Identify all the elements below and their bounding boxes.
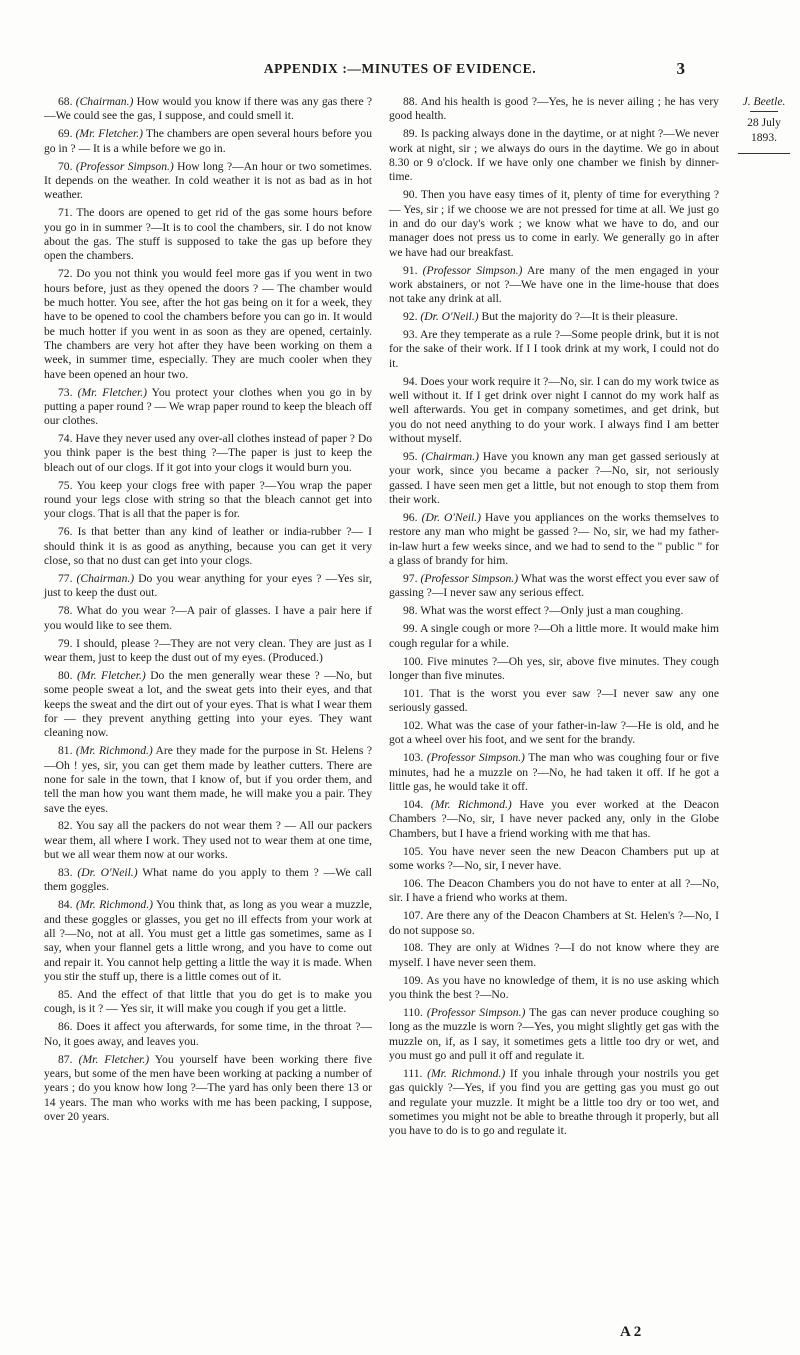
question-paragraph xyxy=(44,604,372,633)
question-number: 97. xyxy=(403,572,418,585)
question-number: 92. xyxy=(403,310,418,324)
question-text: But the majority do ?—It is their pleasure. xyxy=(481,310,678,324)
speaker-label: (Chairman.) xyxy=(75,95,134,108)
question-text: You protect your clothes when you go in by putting a paper round ? — We wrap paper round to keep the bleach off our clothes. xyxy=(44,385,372,428)
question-number: 93. xyxy=(403,328,418,342)
question-text: As you have no knowledge of them, it is no use asking which you think the best ?—No. xyxy=(389,973,719,1002)
page-header xyxy=(0,61,800,83)
question-number: 88. xyxy=(403,95,418,108)
question-paragraph xyxy=(44,386,372,429)
signature-mark: A 2 xyxy=(620,1324,642,1340)
question-number: 83. xyxy=(58,866,73,880)
question-text: Are they temperate as a rule ?—Some people drink, but it is not for the sake of their work. If I I took drink at my work, I could not do it. xyxy=(389,328,719,370)
question-paragraph xyxy=(389,622,719,651)
question-number: 82. xyxy=(58,819,73,833)
question-number: 105. xyxy=(403,844,424,858)
question-paragraph xyxy=(389,877,719,906)
question-paragraph xyxy=(389,188,719,260)
speaker-label: (Mr. Richmond.) xyxy=(430,797,512,811)
page-number: 3 xyxy=(676,59,685,78)
question-paragraph xyxy=(44,819,372,862)
question-number: 108. xyxy=(403,941,424,955)
question-number: 110. xyxy=(403,1006,423,1019)
question-number: 98. xyxy=(403,604,418,618)
question-number: 76. xyxy=(58,525,73,539)
question-paragraph xyxy=(44,160,372,203)
question-text: Five minutes ?—Oh yes, sir, above five minutes. They cough longer than five minutes. xyxy=(389,654,719,682)
question-paragraph xyxy=(44,1020,372,1049)
question-paragraph xyxy=(389,604,719,618)
question-text: What name do you apply to them ? —We call them goggles. xyxy=(44,866,372,894)
speaker-label: (Professor Simpson.) xyxy=(75,159,174,173)
question-text: What do you wear ?—A pair of glasses. I have a pair here if you would like to see them. xyxy=(44,604,372,632)
question-number: 94. xyxy=(403,374,418,388)
question-text: The Deacon Chambers you do not have to enter at all ?—No, sir. I have a friend who works at them. xyxy=(389,876,719,905)
question-text: Are there any of the Deacon Chambers at St. Helen's ?—No, I do not suppose so. xyxy=(389,909,719,937)
question-text: You think that, as long as you wear a muzzle, and these goggles or glasses, you get no ill effects from your work at all ?—No, not at all. You must get a little gas sometimes, same as I say, when your flannel gets a little wrong, and you have to come out and repair it. You cannot help getting a little the way it is made. When you stir the stuff up, there is a little comes out of it. xyxy=(44,898,373,984)
question-text: A single cough or more ?—Oh a little more. It would make him cough regular for a while. xyxy=(389,622,719,650)
running-title: APPENDIX :—MINUTES OF EVIDENCE. xyxy=(263,61,537,76)
question-number: 103. xyxy=(403,751,424,765)
question-paragraph xyxy=(44,479,372,522)
margin-note xyxy=(733,95,795,154)
question-paragraph xyxy=(44,988,372,1017)
question-paragraph xyxy=(389,511,719,568)
question-paragraph xyxy=(389,941,719,970)
question-number: 72. xyxy=(58,267,73,281)
speaker-label: (Dr. O'Neil.) xyxy=(420,310,479,324)
question-paragraph xyxy=(389,974,719,1003)
question-number: 78. xyxy=(58,604,73,618)
speaker-label: (Mr. Richmond.) xyxy=(75,744,153,758)
question-number: 91. xyxy=(403,263,418,277)
question-text: How would you know if there was any gas there ?—We could see the gas, I suppose, and could smell it. xyxy=(44,95,372,123)
question-paragraph xyxy=(44,744,372,816)
question-text: Have you known any man get gassed seriously at your work, since you became a packer ?—No, sir, not seriously gassed. I have seen men get a little, but not enough to stop them from their work. xyxy=(389,450,719,507)
question-paragraph xyxy=(389,264,719,307)
question-paragraph xyxy=(389,909,719,938)
speaker-label: (Chairman.) xyxy=(76,572,135,585)
question-paragraph xyxy=(389,1006,719,1063)
speaker-label: (Dr. O'Neil.) xyxy=(421,511,481,525)
question-number: 74. xyxy=(58,432,73,446)
question-paragraph xyxy=(389,375,719,447)
left-column xyxy=(44,95,372,1128)
question-number: 96. xyxy=(403,511,418,525)
question-paragraph xyxy=(44,95,372,124)
speaker-label: (Mr. Fletcher.) xyxy=(78,1052,150,1066)
question-text: The man who was coughing four or five minutes, had he a muzzle on ?—No, he had taken it off. If he got a little gas, he would take it off. xyxy=(389,751,719,794)
speaker-label: (Professor Simpson.) xyxy=(426,1006,526,1019)
question-text: What was the case of your father-in-law ?—He is old, and he got a wheel over his foot, and we sent for the brandy. xyxy=(389,719,719,747)
question-paragraph xyxy=(44,267,372,382)
question-text: That is the worst you ever saw ?—I never saw any one seriously gassed. xyxy=(389,686,720,715)
question-paragraph xyxy=(389,798,719,841)
speaker-label: (Mr. Richmond.) xyxy=(76,898,153,912)
question-paragraph xyxy=(389,719,719,748)
question-text: You have never seen the new Deacon Chambers put up at some works ?—No, sir, I never have. xyxy=(389,844,719,872)
question-paragraph xyxy=(389,310,719,324)
question-number: 85. xyxy=(58,988,73,1002)
speaker-label: (Professor Simpson.) xyxy=(426,751,525,765)
question-number: 69. xyxy=(58,127,73,141)
question-paragraph xyxy=(389,655,719,684)
speaker-label: (Mr. Fletcher.) xyxy=(76,668,146,682)
question-paragraph xyxy=(389,127,719,184)
speaker-label: (Mr. Fletcher.) xyxy=(77,385,148,399)
margin-rule xyxy=(750,111,778,112)
question-paragraph xyxy=(44,127,372,156)
question-number: 81. xyxy=(58,744,73,758)
question-text: Does it affect you afterwards, for some time, in the throat ?—No, it goes away, and leaves you. xyxy=(44,1020,372,1048)
speaker-label: (Mr. Richmond.) xyxy=(427,1066,506,1080)
question-paragraph xyxy=(44,637,372,666)
question-text: And his health is good ?—Yes, he is never ailing ; he has very good health. xyxy=(389,95,719,123)
question-number: 111. xyxy=(403,1066,423,1080)
question-number: 106. xyxy=(403,876,424,890)
question-text: You yourself have been working there five years, but some of the men have been working at packing a number of years ; do you know how long ?—The yard has only been there 13 or 14 years. The man who works with me has been packing, I suppose, over 20 years. xyxy=(44,1052,372,1123)
question-text: Do you not think you would feel more gas if you went in two hours before, just as they opened the doors ? — The chamber would be much hotter. You see, after the hot gas being on it for a week, they have to be opened to cool the chambers before you can go in. It would be much hotter if you went in as soon as they are opened, certainly. The chambers are very hot after they have been working on them a week, in summer time, especially. They are much cooler when they have been opened an hour two. xyxy=(44,267,372,381)
question-text: The gas can never produce coughing so long as the muzzle is worn ?—Yes, you might slightly get gas with the muzzle on, if, as I say, it sometimes gets a little too dry or wet, and you must go and pull it off and regulate it. xyxy=(389,1006,719,1063)
question-paragraph xyxy=(44,669,372,741)
question-number: 95. xyxy=(403,450,418,464)
speaker-label: (Dr. O'Neil.) xyxy=(77,866,138,880)
question-text: What was the worst effect ?—Only just a man coughing. xyxy=(420,604,684,618)
question-paragraph xyxy=(389,1067,719,1139)
margin-rule xyxy=(738,153,790,154)
question-paragraph xyxy=(389,687,719,716)
question-text: The chambers are open several hours before you go in ? — It is a while before we go in. xyxy=(44,127,372,155)
question-number: 86. xyxy=(58,1020,73,1034)
witness-name: J. Beetle. xyxy=(742,95,786,108)
question-text: Are many of the men engaged in your work abstainers, or not ?—We have one in the lime-house that does not take any drink at all. xyxy=(389,263,719,306)
question-number: 101. xyxy=(403,686,424,700)
question-number: 102. xyxy=(403,719,424,733)
question-paragraph xyxy=(44,866,372,895)
question-paragraph xyxy=(389,572,719,601)
question-number: 104. xyxy=(403,797,424,811)
question-paragraph xyxy=(389,845,719,874)
question-text: Do you wear anything for your eyes ? —Yes sir, just to keep the dust out. xyxy=(44,572,372,600)
question-paragraph xyxy=(44,525,372,568)
question-text: Is that better than any kind of leather or india-rubber ?— I should think it is as good as anything, because you can get it very close, so that no dust can get into your clogs. xyxy=(44,525,372,568)
question-number: 107. xyxy=(403,909,424,923)
question-text: Are they made for the purpose in St. Helens ?—Oh ! yes, sir, you can get them made by leather cutters. There are none for sale in the town, that I know of, but if you order them, and tell the man how you want them made, he will make you a pair. They save the eyes. xyxy=(44,744,372,815)
question-number: 100. xyxy=(403,654,424,668)
question-paragraph xyxy=(389,751,719,794)
question-text: Do the men generally wear these ? —No, but some people sweat a lot, and the sweat gets into their eyes, and that keeps the sweat and the dirt out of your eyes. That is what I wear them for — they prevent anything getting into your eyes. They want cleaning now. xyxy=(44,668,372,740)
question-text: Then you have easy times of it, plenty of time for everything ? — Yes, sir ; if we choose we are not pressed for time at all. We just go in and do our day's work ; we know what we have to do, and our manager does not press us to come in early. We generally go in after we have had our breakfast. xyxy=(389,188,719,259)
question-text: You keep your clogs free with paper ?—You wrap the paper round your legs close with string so that the bleach cannot get into your clogs. That is all that the paper is for. xyxy=(44,478,373,521)
question-text: Have you appliances on the works themselves to restore any man who might be gassed ?— No, sir, we had my father-in-law hurt a few weeks since, and we had to send to the " public " for a glass of brandy for him. xyxy=(389,511,719,568)
question-text: Have they never used any over-all clothes instead of paper ? Do you think paper is the best thing ?—The paper is just to keep the bleach out of our clogs. If it got into your clogs it would burn you. xyxy=(44,432,372,474)
speaker-label: (Mr. Fletcher.) xyxy=(75,127,144,141)
question-number: 89. xyxy=(403,127,418,141)
question-paragraph xyxy=(44,432,372,475)
question-text: And the effect of that little that you do get is to make you cough, is it ? — Yes sir, it will make you cough if you get a little. xyxy=(44,988,373,1016)
question-text: What was the worst effect you ever saw of gassing ?—I never saw any serious effect. xyxy=(389,572,719,600)
question-number: 80. xyxy=(58,668,73,682)
question-paragraph xyxy=(389,450,719,507)
question-text: Is packing always done in the daytime, or at night ?—We never work at night, sir ; we always do ours in the daytime. We go in about 8.30 or 9 o'clock. If we have only one chamber we finish by dinner-time. xyxy=(389,127,719,184)
question-number: 79. xyxy=(58,636,73,650)
question-paragraph xyxy=(44,1053,372,1125)
question-text: Have you ever worked at the Deacon Chambers ?—No, sir, I have never packed any, only in the Globe Chambers, but I have a friend working with me that has. xyxy=(389,797,719,840)
question-number: 84. xyxy=(58,898,73,912)
question-number: 75. xyxy=(58,478,73,492)
question-number: 68. xyxy=(58,95,73,108)
question-number: 90. xyxy=(403,188,418,202)
question-text: They are only at Widnes ?—I do not know where they are myself. I have never seen them. xyxy=(389,941,719,969)
question-number: 77. xyxy=(58,572,73,585)
speaker-label: (Professor Simpson.) xyxy=(422,263,523,277)
question-text: You say all the packers do not wear them ? — All our packers wear them, all where I work. They used not to wear them at one time, but we all wear them now at our works. xyxy=(44,819,373,862)
question-text: How long ?—An hour or two sometimes. It depends on the weather. In cold weather it is not as bad as in hot weather. xyxy=(44,159,372,202)
question-paragraph xyxy=(44,206,372,263)
question-number: 70. xyxy=(58,159,73,173)
question-number: 73. xyxy=(58,385,73,399)
question-text: If you inhale through your nostrils you get gas quickly ?—Yes, if you find you are getting gas you must go out and regulate your muzzle. It might be a little too dry or too wet, and sometimes you might not be able to breathe through it properly, but all you have to do is to go and regulate it. xyxy=(389,1066,719,1138)
question-number: 87. xyxy=(58,1052,73,1066)
speaker-label: (Professor Simpson.) xyxy=(420,572,519,585)
speaker-label: (Chairman.) xyxy=(421,450,479,464)
question-text: Does your work require it ?—No, sir. I can do my work twice as well without it. If I get drink over night I cannot do my work half as well afterwards. You get in company sometimes, and get drink, but you do not need anything to do your work. I always find I am better without myself. xyxy=(389,374,720,446)
question-text: The doors are opened to get rid of the gas some hours before you go in in summer ?—It is to cool the chambers, sir. I do not know about the gas. The stuff is supposed to take the gas up before they open the chambers. xyxy=(44,206,372,263)
question-paragraph xyxy=(44,572,372,601)
question-number: 99. xyxy=(403,622,418,636)
right-column xyxy=(389,95,719,1142)
evidence-date: 28 July 1893. xyxy=(747,116,781,144)
question-text: I should, please ?—They are not very clean. They are just as I wear them, just to keep the dust out of my eyes. (Produced.) xyxy=(44,636,372,664)
question-number: 71. xyxy=(58,206,73,220)
question-paragraph xyxy=(44,898,372,984)
question-paragraph xyxy=(389,328,719,371)
question-number: 109. xyxy=(403,973,424,987)
question-paragraph xyxy=(389,95,719,124)
